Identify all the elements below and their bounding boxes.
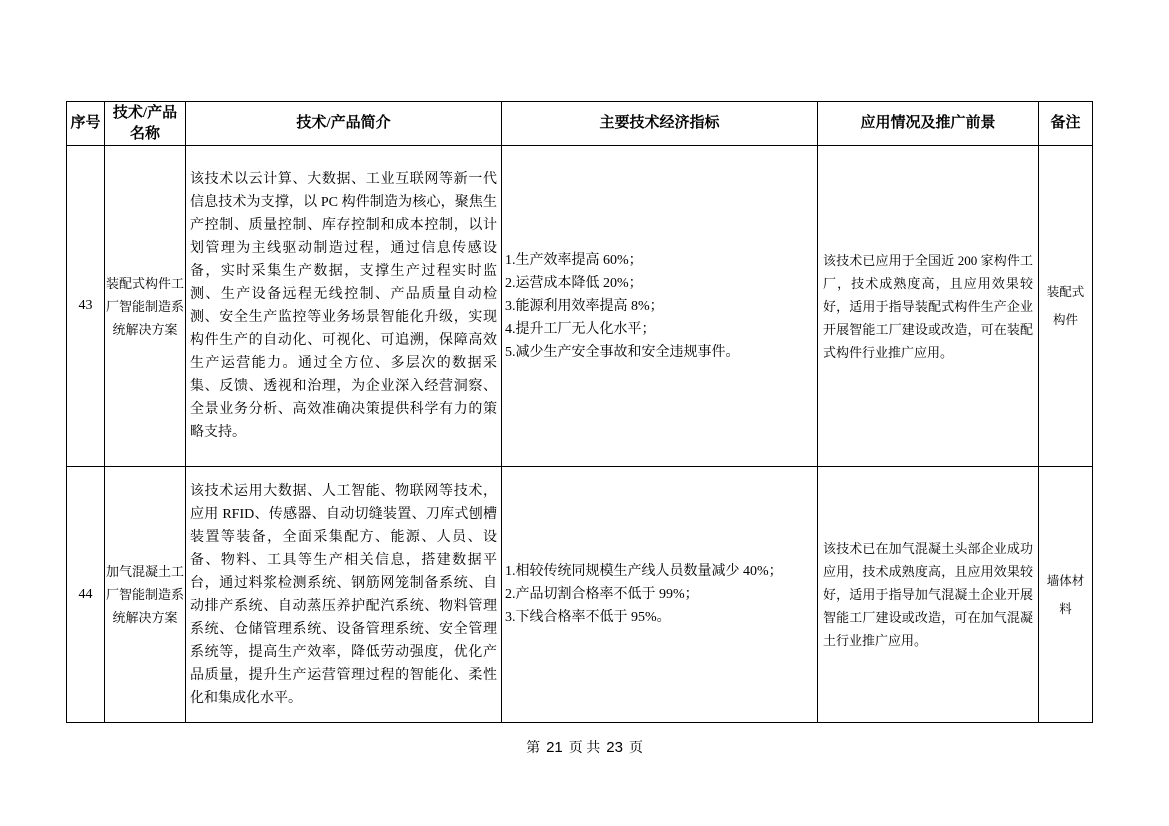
indicator-line: 2.产品切割合格率不低于 99%； (505, 587, 699, 602)
col-header-index: 序号 (67, 102, 105, 146)
product-intro-cell (186, 146, 502, 467)
indicators-cell (502, 467, 818, 723)
row-index: 44 (67, 467, 105, 723)
table-row (67, 146, 1093, 467)
application-text: 该技术已在加气混凝土头部企业成功应用，技术成熟度高，且应用效果较好，适用于指导加气混凝土企业开展智能工厂建设或改造，可在加气混凝土行业推广应用。 (823, 541, 1033, 648)
footer-suffix: 页 (628, 741, 643, 756)
indicator-line: 5.减少生产安全事故和安全违规事件。 (505, 344, 740, 360)
col-header-application: 应用情况及推广前景 (818, 102, 1039, 146)
indicator-line: 1.生产效率提高 60%； (505, 252, 643, 268)
application-cell (818, 467, 1039, 723)
indicator-line: 3.下线合格率不低于 95%。 (505, 610, 671, 625)
col-header-intro: 技术/产品简介 (186, 102, 502, 146)
remark: 装配式构件 (1039, 146, 1093, 467)
footer-current-page: 21 (546, 739, 563, 756)
application-text: 该技术已应用于全国近 200 家构件工厂，技术成熟度高，且应用效果较好，适用于指导装配式构件生产企业开展智能工厂建设或改造，可在装配式构件行业推广应用。 (823, 252, 1033, 360)
indicator-line: 3.能源利用效率提高 8%； (505, 298, 664, 314)
col-header-name: 技术/产品名称 (105, 102, 186, 146)
application-cell (818, 146, 1039, 467)
footer-mid: 页 共 (568, 741, 601, 756)
indicator-line: 4.提升工厂无人化水平； (505, 321, 656, 337)
product-name: 加气混凝土工厂智能制造系统解决方案 (105, 467, 186, 723)
indicator-line: 2.运营成本降低 20%； (505, 275, 643, 291)
product-intro-text: 该技术运用大数据、人工智能、物联网等技术，应用 RFID、传感器、自动切缝装置、刀库式刨槽装置等装备，全面采集配方、能源、人员、设备、物料、工具等生产相关信息，搭建数据平台，通过料浆检测系统、钢筋网笼制备系统、自动排产系统、自动蒸压养护配汽系统、物料管理系统、仓储管理系统、设备管理系统、安全管理系统等，提高生产效率，降低劳动强度，优化产品质量，提升生产运营管理过程的智能化、柔性化和集成化水平。 (190, 483, 497, 706)
col-header-remark: 备注 (1039, 102, 1093, 146)
page-footer (0, 737, 1169, 757)
product-intro-cell (186, 467, 502, 723)
footer-prefix: 第 (526, 741, 541, 756)
col-header-indicators: 主要技术经济指标 (502, 102, 818, 146)
indicators-cell (502, 146, 818, 467)
footer-total-pages: 23 (606, 739, 623, 756)
product-name: 装配式构件工厂智能制造系统解决方案 (105, 146, 186, 467)
indicator-line: 1.相较传统同规模生产线人员数量减少 40%； (505, 564, 783, 579)
remark: 墙体材料 (1039, 467, 1093, 723)
technology-table (66, 101, 1093, 723)
product-intro-text: 该技术以云计算、大数据、工业互联网等新一代信息技术为支撑，以 PC 构件制造为核心，聚焦生产控制、质量控制、库存控制和成本控制，以计划管理为主线驱动制造过程，通过信息传感设备，实时采集生产数据，支撑生产过程实时监测、生产设备远程无线控制、产品质量自动检测、安全生产监控等业务场景智能化升级，实现构件生产的自动化、可视化、可追溯，保障高效生产运营能力。通过全方位、多层次的数据采集、反馈、透视和治理，为企业深入经营洞察、全景业务分析、高效准确决策提供科学有力的策略支持。 (190, 172, 497, 440)
row-index: 43 (67, 146, 105, 467)
table-row (67, 467, 1093, 723)
table-header-row (67, 102, 1093, 146)
